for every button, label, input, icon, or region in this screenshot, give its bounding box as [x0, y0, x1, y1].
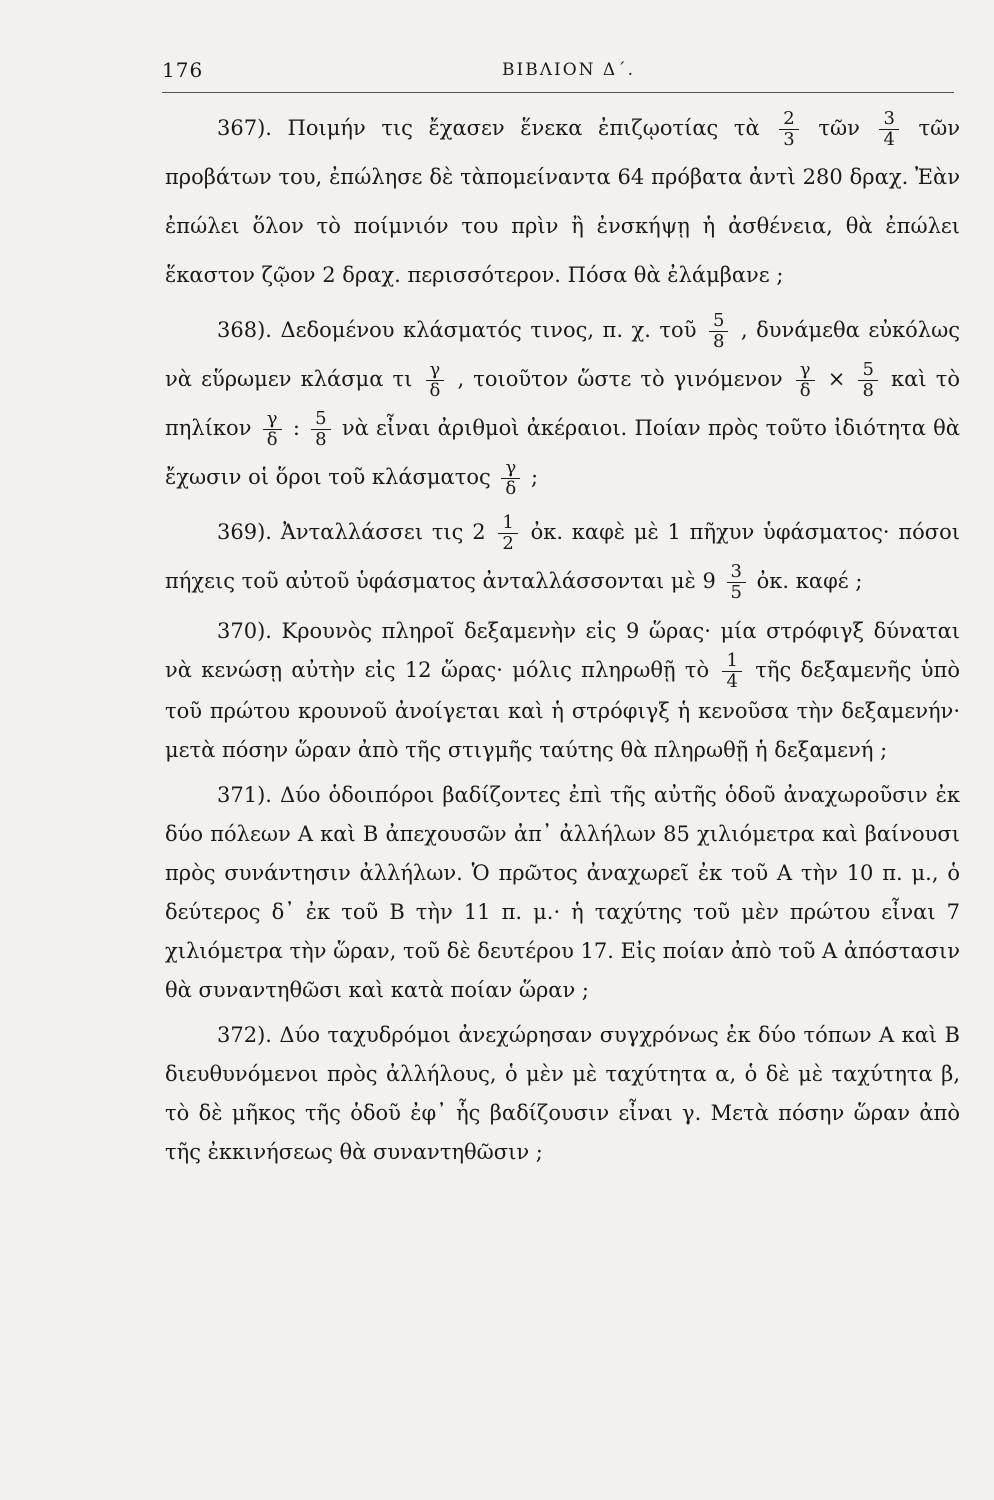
problem-371	[165, 776, 960, 1010]
fraction: $\frac{3}{5}$	[727, 562, 746, 603]
problem-368	[165, 306, 960, 502]
problem-text: καὶ τὸ πηλίκον	[165, 367, 960, 440]
fraction: $\frac{1}{2}$	[498, 513, 517, 554]
fraction: $\frac{\gamma}{\delta}$	[796, 360, 815, 401]
problem-text: Κρουνὸς πληροῖ δεξαμενὴν εἰς 9 ὥρας· μία στρόφιγξ δύναται νὰ κενώσῃ αὐτὴν εἰς 12 ὥρας· μόλις πληρωθῇ τὸ	[165, 619, 960, 682]
problem-text: ὀκ. καφέ ;	[756, 569, 863, 593]
problem-text: τῆς δεξαμενῆς ὑπὸ τοῦ πρώτου κρουνοῦ ἀνοίγεται καὶ ἡ στρόφιγξ ἡ κενοῦσα τὴν δεξαμενήν· μετὰ πόσην ὥραν ἀπὸ τῆς στιγμῆς ταύτης θὰ πληρωθῇ ἡ δεξαμενή ;	[165, 658, 960, 762]
problem-text: ὀκ. καφὲ μὲ 1 πῆχυν ὑφάσματος· πόσοι πήχεις τοῦ αὐτοῦ ὑφάσματος ἀνταλλάσσονται μὲ 9	[165, 520, 960, 593]
fraction: $\frac{2}{3}$	[779, 109, 798, 150]
header-rule	[162, 92, 954, 93]
problem-number: 369).	[217, 520, 272, 544]
problem-370	[165, 612, 960, 770]
fraction: $\frac{\gamma}{\delta}$	[425, 360, 444, 401]
fraction: $\frac{\gamma}{\delta}$	[501, 458, 520, 499]
problem-number: 371).	[217, 783, 272, 807]
page-body	[165, 104, 960, 1178]
fraction: $\frac{\gamma}{\delta}$	[263, 409, 282, 450]
division-sign: :	[292, 416, 300, 440]
fraction: $\frac{3}{4}$	[879, 109, 898, 150]
page-number: 176	[162, 58, 204, 82]
times-sign: ×	[827, 367, 846, 391]
problem-text: τῶν	[818, 116, 860, 140]
running-title: ΒΙΒΛΙΟΝ Δ΄.	[502, 60, 636, 80]
problem-372	[165, 1016, 960, 1172]
problem-text: Ἀνταλλάσσει τις 2	[280, 520, 486, 544]
problem-text: Δεδομένου κλάσματός τινος, π. χ. τοῦ	[280, 318, 697, 342]
problem-text: ;	[530, 465, 539, 489]
problem-text: , δυνάμεθα εὐκόλως νὰ εὕρωμεν κλάσμα τι	[165, 318, 960, 391]
fraction: $\frac{5}{8}$	[858, 360, 877, 401]
fraction: $\frac{5}{8}$	[709, 311, 728, 352]
problem-text: Δύο ταχυδρόμοι ἀνεχώρησαν συγχρόνως ἐκ δύο τόπων Α καὶ Β διευθυνόμενοι πρὸς ἀλλήλους, ὁ μὲν μὲ ταχύτητα α, ὁ δὲ μὲ ταχύτητα β, τὸ δὲ μῆκος τῆς ὁδοῦ ἐφ᾿ ἧς βαδίζουσιν εἶναι γ. Μετὰ πόσην ὥραν ἀπὸ τῆς ἐκκινήσεως θὰ συναντηθῶσιν ;	[165, 1023, 960, 1164]
problem-text: τῶν προβάτων του, ἐπώλησε δὲ τὰπομείναντα 64 πρόβατα ἀντὶ 280 δραχ. Ἐὰν ἐπώλει ὅλον τὸ ποίμνιόν του πρὶν ἢ ἐνσκήψῃ ἡ ἀσθένεια, θὰ ἐπώλει ἕκαστον ζῷον 2 δραχ. περισσότερον. Πόσα θὰ ἐλάμβανε ;	[165, 116, 960, 287]
problem-369	[165, 508, 960, 606]
fraction: $\frac{1}{4}$	[722, 651, 741, 692]
problem-number: 372).	[217, 1023, 272, 1047]
page-header	[162, 58, 954, 88]
fraction: $\frac{5}{8}$	[311, 409, 330, 450]
problem-number: 367).	[217, 116, 272, 140]
problem-text: Δύο ὁδοιπόροι βαδίζοντες ἐπὶ τῆς αὐτῆς ὁδοῦ ἀναχωροῦσιν ἐκ δύο πόλεων Α καὶ Β ἀπεχουσῶν ἀπ᾿ ἀλλήλων 85 χιλιόμετρα καὶ βαίνουσι πρὸς συνάντησιν ἀλλήλων. Ὁ πρῶτος ἀναχωρεῖ ἐκ τοῦ Α τὴν 10 π. μ., ὁ δεύτερος δ᾿ ἐκ τοῦ Β τὴν 11 π. μ.· ἡ ταχύτης τοῦ μὲν πρώτου εἶναι 7 χιλιόμετρα τὴν ὥραν, τοῦ δὲ δευτέρου 17. Εἰς ποίαν ἀπὸ τοῦ Α ἀπόστασιν θὰ συναντηθῶσι καὶ κατὰ ποίαν ὥραν ;	[165, 783, 960, 1002]
problem-text: νὰ εἶναι ἀριθμοὶ ἀκέραιοι. Ποίαν πρὸς τοῦτο ἰδιότητα θὰ ἔχωσιν οἱ ὅροι τοῦ κλάσματος	[165, 416, 960, 489]
problem-text: Ποιμήν τις ἔχασεν ἕνεκα ἐπιζῳοτίας τὰ	[287, 116, 760, 140]
problem-text: , τοιοῦτον ὥστε τὸ γινόμενον	[457, 367, 783, 391]
problem-367	[165, 104, 960, 300]
problem-number: 368).	[217, 318, 272, 342]
problem-number: 370).	[217, 619, 272, 643]
